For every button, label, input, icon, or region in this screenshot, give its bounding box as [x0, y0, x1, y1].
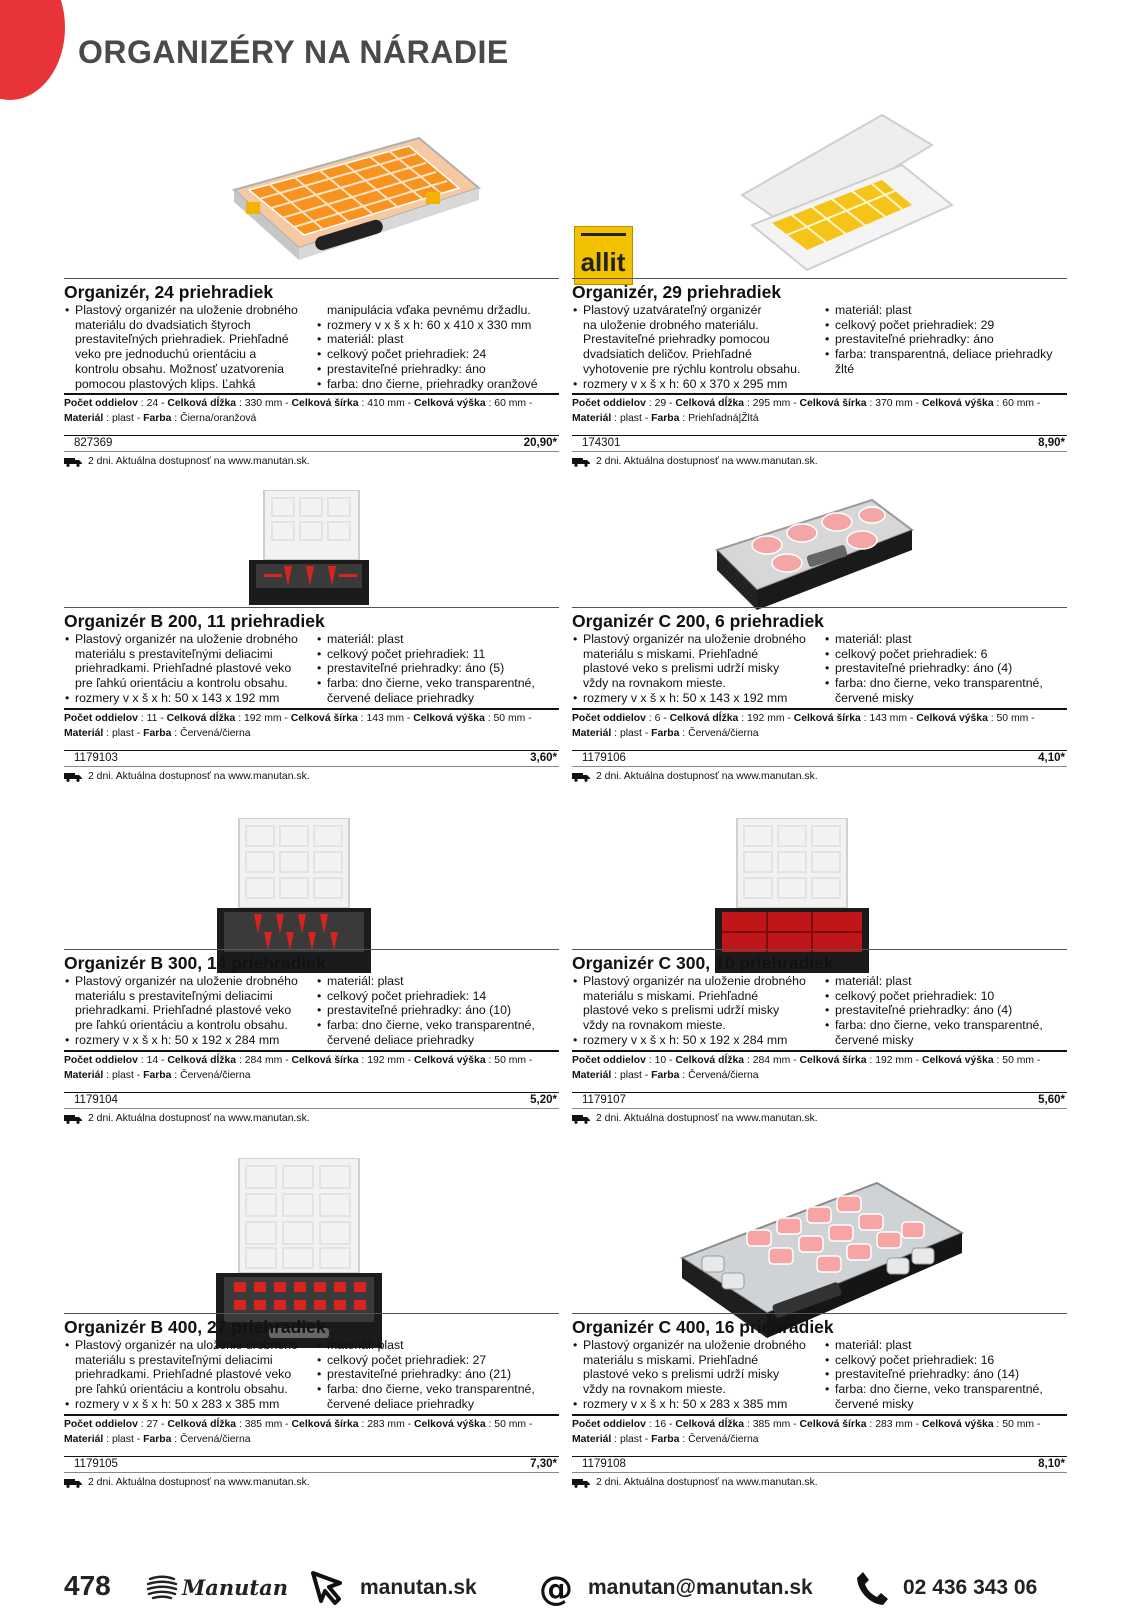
desc-line: • materiál: plast [316, 974, 559, 989]
desc-line: • farba: dno čierne, veko transparentné, [824, 676, 1067, 691]
delivery-info [64, 770, 559, 784]
product-header [572, 278, 1067, 469]
product-price: 4,10* [1038, 751, 1065, 764]
product-image [712, 495, 917, 615]
delivery-text: 2 dni. Aktuálna dostupnosť na www.manutan.sk. [596, 456, 818, 468]
page-title: ORGANIZÉRY NA NÁRADIE [78, 34, 509, 70]
product-header [572, 1313, 1067, 1490]
desc-line: • rozmery v x š x h: 50 x 143 x 192 mm [572, 691, 824, 706]
delivery-info [64, 1112, 559, 1126]
product-name: Organizér C 300, 10 priehradiek [572, 953, 834, 973]
description-col-1 [64, 974, 316, 1048]
product-code[interactable]: 1179108 [582, 1457, 626, 1470]
product-name: Organizér C 400, 16 priehradiek [572, 1317, 834, 1337]
spec-line-1: Počet oddielov : 16 - Celková dĺžka : 385 mm - Celková šírka : 283 mm - Celková výška : 50 mm - [572, 1418, 1041, 1430]
product-name: Organizér C 200, 6 priehradiek [572, 611, 824, 631]
spec-line-2: Materiál : plast - Farba : Červená/čierna [64, 1433, 251, 1445]
desc-line: • Plastový uzatvárateľný organizér [572, 303, 824, 318]
desc-line: • Plastový organizér na uloženie drobného [572, 632, 824, 647]
product-header [64, 1313, 559, 1490]
desc-line: priehradkami. Priehľadné plastové veko [75, 1003, 292, 1018]
manutan-logo[interactable] [146, 1574, 288, 1600]
product-code[interactable]: 174301 [582, 437, 621, 450]
description-col-1 [572, 1338, 824, 1412]
product-price: 5,60* [1038, 1093, 1065, 1106]
delivery-info [572, 1112, 1067, 1126]
desc-line: plastové veko s prelismi udrží misky [583, 1367, 780, 1382]
description-col-2 [316, 303, 559, 391]
product-name: Organizér B 200, 11 priehradiek [64, 611, 325, 631]
desc-line: žlté [835, 361, 855, 376]
product-price: 8,10* [1038, 1457, 1065, 1470]
desc-line: • Plastový organizér na uloženie drobného [64, 632, 316, 647]
description-col-2 [824, 974, 1067, 1048]
desc-line: pre ľahkú orientáciu a kontrolu obsahu. [75, 1018, 288, 1033]
spec-block [64, 393, 559, 426]
desc-line: • celkový počet priehradiek: 14 [316, 989, 559, 1004]
product-name: Organizér, 24 priehradiek [64, 282, 274, 302]
product-header [64, 949, 559, 1126]
desc-line: vždy na rovnakom mieste. [583, 1018, 726, 1033]
desc-line: červené deliace priehradky [327, 1396, 474, 1411]
product-name: Organizér, 29 priehradiek [572, 282, 782, 302]
desc-line: červené deliace priehradky [327, 690, 474, 705]
product-header [64, 278, 559, 469]
desc-line: • materiál: plast [824, 1338, 1067, 1353]
svg-text:allit: allit [580, 247, 626, 277]
product-code[interactable]: 1179104 [74, 1093, 118, 1106]
desc-line: manipulácia vďaka pevnému držadlu. [327, 303, 531, 317]
desc-line: • Plastový organizér na uloženie drobného [64, 303, 316, 318]
website-text[interactable]: manutan.sk [360, 1576, 477, 1599]
description-col-1 [64, 632, 316, 706]
desc-line: • materiál: plast [316, 332, 559, 347]
desc-line: • farba: dno čierne, priehradky oranžové [316, 377, 559, 392]
truck-icon [572, 772, 590, 782]
description-col-2 [824, 1338, 1067, 1412]
product-price: 7,30* [530, 1457, 557, 1470]
description-col-1 [572, 974, 824, 1048]
truck-icon [572, 457, 590, 467]
delivery-text: 2 dni. Aktuálna dostupnosť na www.manutan.sk. [88, 456, 310, 468]
truck-icon [64, 1114, 82, 1124]
desc-line: • farba: transparentná, deliace priehradky [824, 347, 1067, 362]
desc-line: • materiál: plast [824, 974, 1067, 989]
delivery-text: 2 dni. Aktuálna dostupnosť na www.manutan.sk. [596, 1112, 818, 1124]
spec-line-2: Materiál : plast - Farba : Priehľadná|Žltá [572, 413, 759, 425]
spec-line-2: Materiál : plast - Farba : Červená/čierna [572, 1433, 759, 1445]
spec-line-1: Počet oddielov : 24 - Celková dĺžka : 330 mm - Celková šírka : 410 mm - Celková výška : 60 mm - [64, 398, 533, 410]
desc-line: • celkový počet priehradiek: 24 [316, 347, 559, 362]
desc-line: pre ľahkú orientáciu a kontrolu obsahu. [75, 1382, 288, 1397]
desc-line: • farba: dno čierne, veko transparentné, [316, 676, 559, 691]
product-code[interactable]: 827369 [74, 437, 113, 450]
spec-block [64, 708, 559, 741]
desc-line: • celkový počet priehradiek: 6 [824, 647, 1067, 662]
delivery-text: 2 dni. Aktuálna dostupnosť na www.manutan.sk. [596, 770, 818, 782]
delivery-text: 2 dni. Aktuálna dostupnosť na www.manutan.sk. [88, 1112, 310, 1124]
desc-line: • farba: dno čierne, veko transparentné, [824, 1382, 1067, 1397]
desc-line: • materiál: plast [824, 303, 1067, 318]
spec-block [64, 1414, 559, 1447]
desc-line: červené misky [835, 690, 914, 705]
truck-icon [64, 772, 82, 782]
desc-line: • prestaviteľné priehradky: áno (14) [824, 1367, 1067, 1382]
desc-line: dvadsiatich deličov. Priehľadné [583, 347, 752, 362]
desc-line: plastové veko s prelismi udrží misky [583, 1003, 780, 1018]
spec-line-2: Materiál : plast - Farba : Červená/čierna [572, 727, 759, 739]
product-header [572, 607, 1067, 784]
order-row[interactable] [572, 750, 1067, 767]
product-header [572, 949, 1067, 1126]
product-name: Organizér B 400, 27 priehradiek [64, 1317, 326, 1337]
spec-block [572, 1050, 1067, 1083]
delivery-text: 2 dni. Aktuálna dostupnosť na www.manutan.sk. [596, 1476, 818, 1488]
desc-line: veko pre jednoduchú orientáciu a [75, 347, 257, 362]
product-code[interactable]: 1179107 [582, 1093, 626, 1106]
description-col-1 [64, 303, 316, 391]
description-col-2 [316, 974, 559, 1048]
desc-line: • celkový počet priehradiek: 27 [316, 1353, 559, 1368]
manutan-brand-text: Manutan [182, 1574, 288, 1600]
desc-line: • farba: dno čierne, veko transparentné, [316, 1382, 559, 1397]
desc-line: pomocou plastových klips. Ľahká [75, 376, 256, 391]
description-col-1 [572, 303, 824, 391]
svg-text:@: @ [539, 1570, 573, 1606]
desc-line: materiálu do dvadsiatich štyroch [75, 317, 251, 332]
desc-line: • rozmery v x š x h: 50 x 192 x 284 mm [64, 1033, 316, 1048]
desc-line: • rozmery v x š x h: 50 x 192 x 284 mm [572, 1033, 824, 1048]
description-col-2 [824, 632, 1067, 706]
product-price: 8,90* [1038, 437, 1065, 450]
desc-line: • celkový počet priehradiek: 10 [824, 989, 1067, 1004]
description-col-1 [64, 1338, 316, 1412]
delivery-info [64, 455, 559, 469]
at-icon [538, 1570, 574, 1606]
desc-line: červené deliace priehradky [327, 1032, 474, 1047]
desc-line: • materiál: plast [824, 632, 1067, 647]
order-row[interactable] [572, 1092, 1067, 1109]
desc-line: prestaviteľných priehradiek. Priehľadné [75, 332, 289, 347]
desc-line: priehradkami. Priehľadné plastové veko [75, 661, 292, 676]
desc-line: materiálu s prestaviteľnými deliacimi [75, 646, 273, 661]
desc-line: • Plastový organizér na uloženie drobného [572, 974, 824, 989]
desc-line: • prestaviteľné priehradky: áno (5) [316, 661, 559, 676]
product-price: 3,60* [530, 751, 557, 764]
product-image [732, 105, 962, 275]
order-row[interactable] [64, 1456, 559, 1473]
spec-line-2: Materiál : plast - Farba : Červená/čierna [64, 727, 251, 739]
desc-line: červené misky [835, 1396, 914, 1411]
cursor-arrow-icon [310, 1570, 346, 1606]
desc-line: • prestaviteľné priehradky: áno [316, 362, 559, 377]
desc-line: • rozmery v x š x h: 50 x 283 x 385 mm [572, 1397, 824, 1412]
email-link[interactable] [538, 1570, 813, 1606]
desc-line: • farba: dno čierne, veko transparentné, [824, 1018, 1067, 1033]
product-code[interactable]: 1179106 [582, 751, 626, 764]
spec-line-2: Materiál : plast - Farba : Červená/čierna [572, 1069, 759, 1081]
desc-line: • prestaviteľné priehradky: áno (4) [824, 661, 1067, 676]
product-image [244, 490, 374, 615]
page-number: 478 [64, 1570, 111, 1601]
email-text[interactable]: manutan@manutan.sk [588, 1576, 813, 1599]
spec-block [572, 708, 1067, 741]
desc-line: • materiál: plast [316, 632, 559, 647]
desc-line: materiálu s miskami. Priehľadné [583, 1352, 759, 1367]
desc-line: materiálu s prestaviteľnými deliacimi [75, 1352, 273, 1367]
order-row[interactable] [64, 435, 559, 452]
desc-line: • rozmery v x š x h: 60 x 410 x 330 mm [316, 318, 559, 333]
description-col-2 [316, 632, 559, 706]
desc-line: • Plastový organizér na uloženie drobného [572, 1338, 824, 1353]
order-row[interactable] [64, 750, 559, 767]
desc-line: na uloženie drobného materiálu. [583, 317, 759, 332]
spec-line-1: Počet oddielov : 10 - Celková dĺžka : 284 mm - Celková šírka : 192 mm - Celková výška : 50 mm - [572, 1054, 1041, 1066]
desc-line: vyhotovenie pre rýchlu kontrolu obsahu. [583, 361, 801, 376]
spec-line-1: Počet oddielov : 27 - Celková dĺžka : 385 mm - Celková šírka : 283 mm - Celková výška : 50 mm - [64, 1418, 533, 1430]
truck-icon [64, 1478, 82, 1488]
product-image [204, 120, 504, 270]
order-row[interactable] [572, 435, 1067, 452]
desc-line: • rozmery v x š x h: 50 x 143 x 192 mm [64, 691, 316, 706]
desc-line: materiálu s miskami. Priehľadné [583, 988, 759, 1003]
product-code[interactable]: 1179105 [74, 1457, 118, 1470]
spec-line-2: Materiál : plast - Farba : Čierna/oranžová [64, 413, 257, 425]
desc-line: kontrolu obsahu. Možnosť uzatvorenia [75, 361, 284, 376]
spec-line-1: Počet oddielov : 11 - Celková dĺžka : 192 mm - Celková šírka : 143 mm - Celková výška : 50 mm - [64, 712, 532, 724]
desc-line: • materiál: plast [316, 1338, 559, 1353]
footer [0, 1560, 1139, 1610]
desc-line: • prestaviteľné priehradky: áno (4) [824, 1003, 1067, 1018]
description-col-2 [316, 1338, 559, 1412]
desc-line: • Plastový organizér na uloženie drobného [64, 1338, 316, 1353]
spec-line-2: Materiál : plast - Farba : Červená/čierna [64, 1069, 251, 1081]
order-row[interactable] [64, 1092, 559, 1109]
phone-link[interactable] [855, 1570, 1037, 1606]
delivery-text: 2 dni. Aktuálna dostupnosť na www.manutan.sk. [88, 1476, 310, 1488]
phone-icon [855, 1570, 889, 1606]
spec-block [572, 393, 1067, 426]
product-price: 5,20* [530, 1093, 557, 1106]
desc-line: • celkový počet priehradiek: 11 [316, 647, 559, 662]
allit-brand-logo [574, 226, 633, 285]
desc-line: materiálu s miskami. Priehľadné [583, 646, 759, 661]
delivery-info [572, 1476, 1067, 1490]
desc-line: vždy na rovnakom mieste. [583, 676, 726, 691]
spec-line-1: Počet oddielov : 29 - Celková dĺžka : 295 mm - Celková šírka : 370 mm - Celková výška : 60 mm - [572, 398, 1041, 410]
truck-icon [572, 1478, 590, 1488]
spec-block [64, 1050, 559, 1083]
product-code[interactable]: 1179103 [74, 751, 118, 764]
desc-line: červené misky [835, 1032, 914, 1047]
desc-line: • prestaviteľné priehradky: áno [824, 332, 1067, 347]
order-row[interactable] [572, 1456, 1067, 1473]
delivery-info [64, 1476, 559, 1490]
desc-line: priehradkami. Priehľadné plastové veko [75, 1367, 292, 1382]
phone-text[interactable]: 02 436 343 06 [903, 1576, 1038, 1599]
corner-accent [0, 0, 65, 100]
desc-line: • prestaviteľné priehradky: áno (10) [316, 1003, 559, 1018]
desc-line: materiálu s prestaviteľnými deliacimi [75, 988, 273, 1003]
spec-block [572, 1414, 1067, 1447]
desc-line: • celkový počet priehradiek: 29 [824, 318, 1067, 333]
product-price: 20,90* [523, 437, 557, 450]
truck-icon [64, 457, 82, 467]
delivery-text: 2 dni. Aktuálna dostupnosť na www.manutan.sk. [88, 770, 310, 782]
delivery-info [572, 770, 1067, 784]
truck-icon [572, 1114, 590, 1124]
desc-line: • rozmery v x š x h: 50 x 283 x 385 mm [64, 1397, 316, 1412]
manutan-logo-icon [146, 1574, 178, 1600]
website-link[interactable] [310, 1570, 477, 1606]
spec-line-1: Počet oddielov : 6 - Celková dĺžka : 192 mm - Celková šírka : 143 mm - Celková výška : 50 mm - [572, 712, 1035, 724]
delivery-info [572, 455, 1067, 469]
desc-line: plastové veko s prelismi udrží misky [583, 661, 780, 676]
desc-line: • farba: dno čierne, veko transparentné, [316, 1018, 559, 1033]
desc-line: • prestaviteľné priehradky: áno (21) [316, 1367, 559, 1382]
description-col-1 [572, 632, 824, 706]
product-header [64, 607, 559, 784]
product-name: Organizér B 300, 14 priehradiek [64, 953, 326, 973]
desc-line: • celkový počet priehradiek: 16 [824, 1353, 1067, 1368]
spec-line-1: Počet oddielov : 14 - Celková dĺžka : 284 mm - Celková šírka : 192 mm - Celková výška : 50 mm - [64, 1054, 533, 1066]
desc-line: • Plastový organizér na uloženie drobného [64, 974, 316, 989]
desc-line: • rozmery v x š x h: 60 x 370 x 295 mm [572, 377, 824, 392]
description-col-2 [824, 303, 1067, 391]
desc-line: pre ľahkú orientáciu a kontrolu obsahu. [75, 676, 288, 691]
desc-line: vždy na rovnakom mieste. [583, 1382, 726, 1397]
desc-line: Prestaviteľné priehradky pomocou [583, 332, 770, 347]
